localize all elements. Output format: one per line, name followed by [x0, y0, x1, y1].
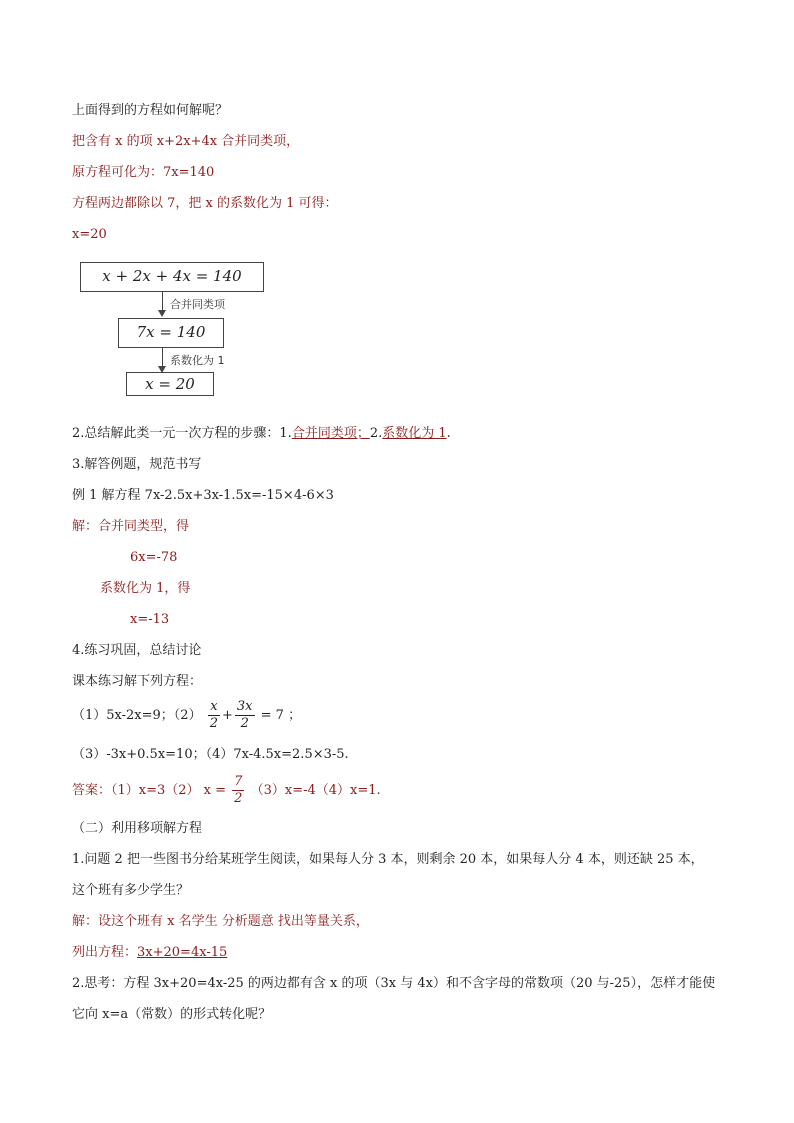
equation: 3x+20=4x-15 — [137, 945, 228, 960]
solution-step-3: 系数化为 1，得 — [100, 581, 191, 596]
flow-box-result: x = 20 — [126, 372, 214, 396]
fraction-denominator: 2 — [234, 791, 243, 806]
fraction — [208, 699, 220, 732]
problem-line: 这个班有多少学生？ — [72, 883, 190, 898]
steps-end: . — [446, 426, 451, 441]
analysis-line: 解：设这个班有 x 名学生 分析题意 找出等量关系， — [72, 914, 369, 929]
thinking-line: 它向 x=a（常数）的形式转化呢？ — [72, 1007, 272, 1022]
fraction-denominator: 2 — [240, 716, 249, 731]
problem-line: 1.问题 2 把一些图书分给某班学生阅读，如果每人分 3 本，则剩余 20 本，如果每人分 4 本，则还缺 25 本， — [72, 852, 704, 867]
section-heading: （二）利用移项解方程 — [72, 821, 203, 836]
fraction — [232, 774, 244, 807]
example-problem: 例 1 解方程 7x-2.5x+3x-1.5x=-15×4-6×3 — [72, 488, 334, 503]
exercise-1-2-text: （1）5x-2x=9；（2） — [72, 708, 202, 723]
section-heading: 4.练习巩固，总结讨论 — [72, 643, 202, 658]
divide-coefficient-line: 方程两边都除以 7，把 x 的系数化为 1 可得： — [72, 196, 338, 211]
flow-label-coefficient: 系数化为 1 — [170, 354, 225, 367]
solution-step-1: 解：合并同类型，得 — [72, 519, 190, 534]
step-coefficient: 系数化为 1 — [382, 426, 447, 441]
fraction-numerator: 3x — [236, 699, 253, 714]
answer-rest: （3）x=-4（4）x=1. — [250, 783, 381, 798]
step-combine: 合并同类项； — [291, 426, 370, 441]
solution-step-4: x=-13 — [130, 612, 170, 627]
equation-line — [72, 944, 227, 962]
flow-box-simplified: 7x = 140 — [118, 318, 224, 348]
fraction-denominator: 2 — [209, 716, 218, 731]
result-line: x=20 — [72, 227, 107, 242]
flow-arrow — [162, 348, 163, 368]
exercise-line-1 — [72, 698, 301, 734]
equation-end: = 7 ； — [260, 708, 302, 723]
simplified-equation-line: 原方程可化为：7x=140 — [72, 165, 215, 180]
solution-flow-diagram — [80, 260, 300, 400]
section-heading: 3.解答例题，规范书写 — [72, 457, 202, 472]
fraction-numerator: 7 — [234, 774, 243, 789]
answer-line — [72, 773, 381, 809]
steps-mid: 2. — [369, 426, 383, 441]
flow-label-combine: 合并同类项 — [170, 298, 225, 311]
answer-prefix: 答案：（1）x=3（2） x = — [72, 783, 227, 798]
question-line: 上面得到的方程如何解呢？ — [72, 103, 229, 118]
flow-box-original: x + 2x + 4x = 140 — [80, 262, 264, 292]
fraction-numerator: x — [208, 699, 220, 716]
flow-arrow — [162, 292, 163, 312]
arrowhead-icon — [158, 310, 166, 317]
equation-prefix: 列出方程： — [72, 945, 138, 960]
thinking-line: 2.思考：方程 3x+20=4x-25 的两边都有含 x 的项（3x 与 4x）和不含字母的常数项（20 与-25），怎样才能使 — [72, 976, 716, 991]
plus-sign: + — [222, 708, 233, 723]
combine-like-terms-line: 把含有 x 的项 x+2x+4x 合并同类项， — [72, 134, 300, 149]
fraction — [235, 699, 255, 732]
solution-step-2: 6x=-78 — [130, 550, 178, 565]
exercise-line-2: （3）-3x+0.5x=10；（4）7x-4.5x=2.5×3-5. — [72, 747, 349, 762]
exercise-title: 课本练习解下列方程： — [72, 674, 203, 689]
steps-prefix: 2.总结解此类一元一次方程的步骤：1. — [72, 426, 292, 441]
steps-summary-line — [72, 425, 451, 443]
